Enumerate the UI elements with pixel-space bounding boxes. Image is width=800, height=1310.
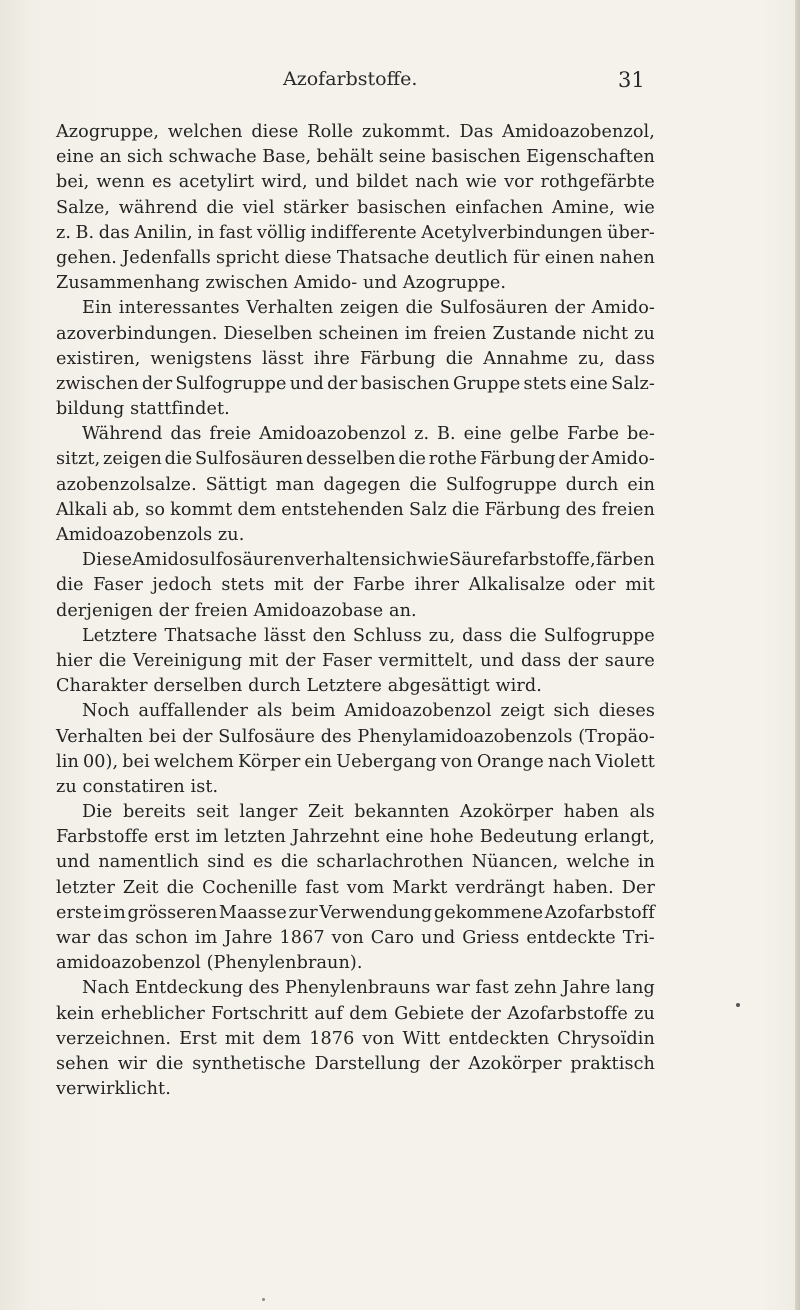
text-line: azoverbindungen. Dieselben scheinen im freien Zustande nicht zu: [56, 323, 655, 344]
ink-speck: [736, 1003, 740, 1007]
text-line: bei, wenn es acetylirt wird, und bildet nach wie vor rothgefärbte: [56, 172, 655, 193]
text-line: azobenzolsalze. Sättigt man dagegen die Sulfogruppe durch ein: [56, 474, 655, 495]
text-line: Zusammenhang zwischen Amido- und Azogruppe.: [56, 273, 507, 294]
page-header: [0, 68, 800, 98]
text-line: Farbstoffe erst im letzten Jahrzehnt eine hohe Bedeutung erlangt,: [56, 827, 655, 848]
text-line: hier die Vereinigung mit der Faser vermittelt, und dass der saure: [56, 650, 655, 671]
text-line: gehen. Jedenfalls spricht diese Thatsache deutlich für einen nahen: [56, 247, 655, 268]
text-line: Verhalten bei der Sulfosäure des Phenylamidoazobenzols (Tropäo-: [56, 726, 655, 747]
text-line: und namentlich sind es die scharlachrothen Nüancen, welche in: [56, 852, 655, 873]
text-line: war das schon im Jahre 1867 von Caro und Griess entdeckte Tri-: [56, 928, 655, 948]
text-line: eine an sich schwache Base, behält seine basischen Eigenschaften: [56, 147, 655, 168]
text-line: Die bereits seit langer Zeit bekannten Azokörper haben als: [82, 802, 655, 823]
text-line: Azogruppe, welchen diese Rolle zukommt. Das Amidoazobenzol,: [56, 122, 655, 142]
text-line: Amidoazobenzols zu.: [56, 525, 245, 545]
text-line: lin 00), bei welchem Körper ein Uebergang von Orange nach Violett: [56, 751, 655, 772]
text-line: derjenigen der freien Amidoazobase an.: [56, 600, 417, 621]
text-line: zwischen der Sulfogruppe und der basischen Gruppe stets eine Salz-: [56, 373, 655, 394]
page-number: 31: [618, 68, 645, 92]
text-line: zu constatiren ist.: [56, 776, 219, 797]
running-title: Azofarbstoffe.: [283, 68, 418, 90]
text-line: letzter Zeit die Cochenille fast vom Markt verdrängt haben. Der: [56, 877, 655, 898]
text-line: Nach Entdeckung des Phenylenbrauns war fast zehn Jahre lang: [82, 978, 655, 999]
text-line: die Faser jedoch stets mit der Farbe ihrer Alkalisalze oder mit: [56, 575, 655, 596]
text-line: erste im grösseren Maasse zur Verwendung gekommene Azofarbstoff: [56, 902, 655, 923]
text-line: bildung stattfindet.: [56, 399, 230, 420]
text-line: amidoazobenzol (Phenylenbraun).: [56, 953, 363, 974]
ink-speck: [262, 1298, 265, 1301]
text-line: sehen wir die synthetische Darstellung der Azokörper praktisch: [56, 1053, 655, 1074]
text-line: Salze, während die viel stärker basischen einfachen Amine, wie: [56, 197, 655, 218]
page-edge: [795, 0, 800, 1310]
text-line: verwirklicht.: [56, 1079, 171, 1100]
text-line: existiren, wenigstens lässt ihre Färbung die Annahme zu, dass: [56, 348, 655, 369]
text-line: Alkali ab, so kommt dem entstehenden Salz die Färbung des freien: [56, 499, 655, 520]
text-line: Letztere Thatsache lässt den Schluss zu, dass die Sulfogruppe: [82, 625, 655, 646]
body-text: [56, 120, 655, 1102]
text-line: Noch auffallender als beim Amidoazobenzol zeigt sich dieses: [82, 701, 655, 722]
text-line: z. B. das Anilin, in fast völlig indifferente Acetylverbindungen über-: [56, 222, 655, 243]
text-line: Diese Amidosulfosäuren verhalten sich wie Säurefarbstoffe, färben: [82, 550, 655, 571]
text-line: kein erheblicher Fortschritt auf dem Gebiete der Azofarbstoffe zu: [56, 1003, 655, 1024]
text-line: Ein interessantes Verhalten zeigen die Sulfosäuren der Amido-: [82, 298, 655, 319]
text-line: verzeichnen. Erst mit dem 1876 von Witt entdeckten Chrysoïdin: [56, 1028, 655, 1049]
text-line: sitzt, zeigen die Sulfosäuren desselben die rothe Färbung der Amido-: [56, 449, 655, 470]
text-line: Charakter derselben durch Letztere abgesättigt wird.: [56, 676, 542, 697]
text-line: Während das freie Amidoazobenzol z. B. eine gelbe Farbe be-: [82, 424, 655, 445]
